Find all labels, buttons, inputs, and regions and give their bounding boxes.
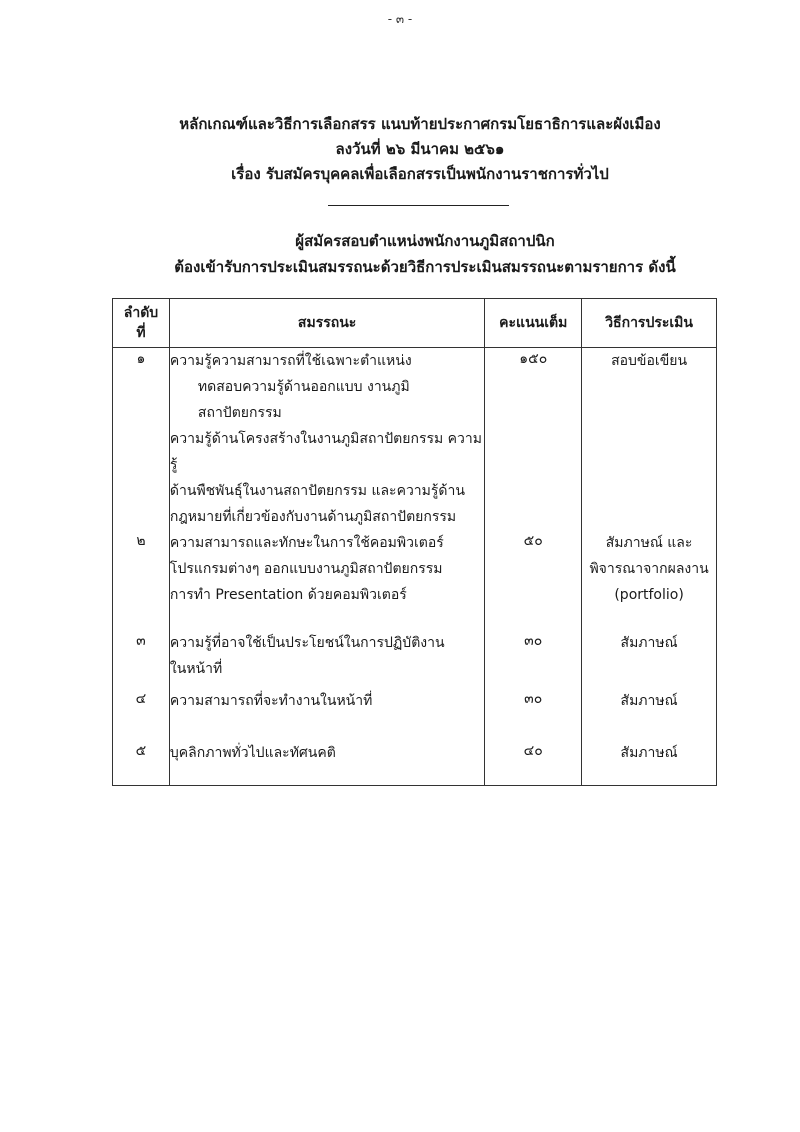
column-header-method: วิธีการประเมิน	[582, 299, 717, 348]
table-row	[113, 348, 717, 531]
header-subject: เรื่อง รับสมัครบุคคลเพื่อเลือกสรรเป็นพนักงานราชการทั่วไป	[231, 165, 609, 183]
position-title: ผู้สมัครสอบตำแหน่งพนักงานภูมิสถาปนิก	[295, 232, 555, 250]
method-cell: สัมภาษณ์	[582, 740, 717, 786]
row-number: ๔	[113, 688, 170, 740]
row-number: ๑	[113, 348, 170, 531]
full-score-cell: ๑๕๐	[485, 348, 582, 531]
row-number: ๒	[113, 530, 170, 630]
table-row	[113, 740, 717, 786]
method-cell: สอบข้อเขียน	[582, 348, 717, 531]
assessment-intro: ต้องเข้ารับการประเมินสมรรถนะด้วยวิธีการประเมินสมรรถนะตามรายการ ดังนี้	[174, 258, 676, 276]
page-number: - ๓ -	[387, 12, 413, 26]
competency-cell: บุคลิกภาพทั่วไปและทัศนคติ	[169, 740, 484, 786]
section-heading	[0, 228, 800, 280]
column-header-no: ลำดับ ที่	[113, 299, 170, 348]
competency-cell: ความรู้ความสามารถที่ใช้เฉพาะตำแหน่ง ทดสอบความรู้ด้านออกแบบ งานภูมิสถาปัตยกรรม ความรู้ด้านโครงสร้างในงานภูมิสถาปัตยกรรม ความรู้ ด้านพืชพันธุ์ในงานสถาปัตยกรรม และความรู้ด้าน กฎหมายที่เกี่ยวข้องกับงานด้านภูมิสถาปัตยกรรม	[169, 348, 484, 531]
competency-cell: ความสามารถที่จะทำงานในหน้าที่	[169, 688, 484, 740]
column-header-full-score: คะแนนเต็ม	[485, 299, 582, 348]
competency-cell: ความรู้ที่อาจใช้เป็นประโยชน์ในการปฏิบัติงาน ในหน้าที่	[169, 630, 484, 688]
competency-table	[112, 298, 717, 786]
column-header-competency: สมรรถนะ	[169, 299, 484, 348]
full-score-cell: ๔๐	[485, 740, 582, 786]
header-date: ลงวันที่ ๒๖ มีนาคม ๒๕๖๑	[335, 140, 505, 158]
header-title: หลักเกณฑ์และวิธีการเลือกสรร แนบท้ายประกาศกรมโยธาธิการและผังเมือง	[179, 115, 661, 133]
method-cell: สัมภาษณ์	[582, 630, 717, 688]
full-score-cell: ๕๐	[485, 530, 582, 630]
header-divider	[328, 205, 509, 206]
table-row	[113, 630, 717, 688]
full-score-cell: ๓๐	[485, 630, 582, 688]
table-row	[113, 530, 717, 630]
competency-cell: ความสามารถและทักษะในการใช้คอมพิวเตอร์ โปรแกรมต่างๆ ออกแบบงานภูมิสถาปัตยกรรม การทำ Presentation ด้วยคอมพิวเตอร์	[169, 530, 484, 630]
row-number: ๓	[113, 630, 170, 688]
row-number: ๕	[113, 740, 170, 786]
document-header	[0, 112, 800, 187]
method-cell: สัมภาษณ์ และ พิจารณาจากผลงาน (portfolio)	[582, 530, 717, 630]
method-cell: สัมภาษณ์	[582, 688, 717, 740]
full-score-cell: ๓๐	[485, 688, 582, 740]
table-header-row	[113, 299, 717, 348]
table-row	[113, 688, 717, 740]
